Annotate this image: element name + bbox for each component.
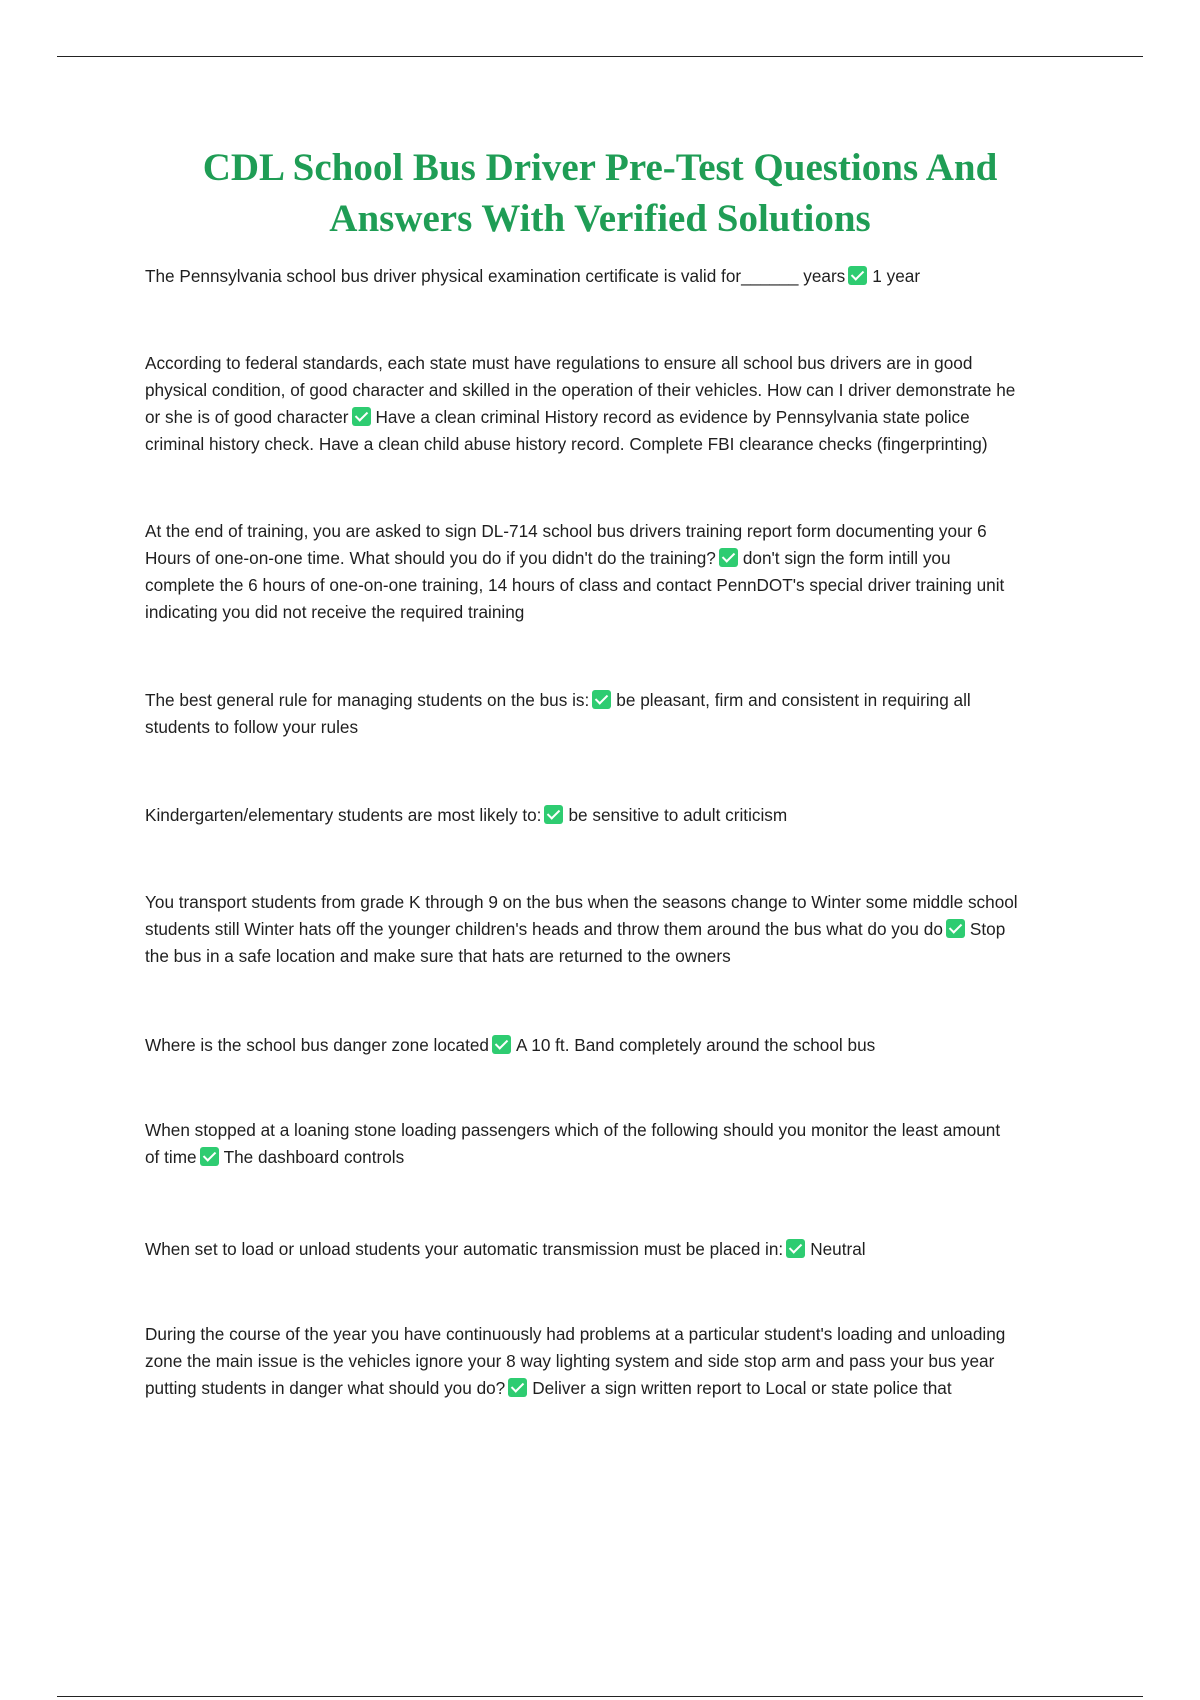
qa-line: or she is of good character Have a clean criminal History record as evidence by Pennsylvania state police: [145, 407, 970, 427]
check-box-icon: [352, 407, 371, 426]
check-box-icon: [544, 805, 563, 824]
qa-line: The Pennsylvania school bus driver physical examination certificate is valid for______ years 1 year: [145, 266, 921, 286]
check-box-icon: [786, 1239, 805, 1258]
qa-item-3: [145, 518, 1090, 626]
qa-line: putting students in danger what should you do? Deliver a sign written report to Local or state police that: [145, 1378, 952, 1398]
check-box-icon: [492, 1035, 511, 1054]
qa-item-9: [145, 1236, 1090, 1263]
qa-item-7: [145, 1032, 1090, 1059]
top-rule: [57, 56, 1143, 57]
check-box-icon: [848, 266, 867, 285]
qa-line: You transport students from grade K through 9 on the bus when the seasons change to Winter some middle school: [145, 892, 1018, 912]
qa-item-1: [145, 263, 1090, 290]
qa-line: of time The dashboard controls: [145, 1147, 405, 1167]
qa-line: When stopped at a loaning stone loading passengers which of the following should you monitor the least amount: [145, 1120, 1001, 1140]
title-line-1: CDL School Bus Driver Pre-Test Questions And: [202, 146, 998, 189]
qa-item-8: [145, 1117, 1090, 1171]
qa-line: Where is the school bus danger zone located A 10 ft. Band completely around the school bus: [145, 1035, 876, 1055]
qa-line: During the course of the year you have continuously had problems at a particular student's loading and unloading: [145, 1324, 1006, 1344]
document-title: [100, 142, 1100, 244]
qa-line: indicating you did not receive the required training: [145, 602, 525, 622]
qa-line: students still Winter hats off the younger children's heads and throw them around the bus what do you do Stop: [145, 919, 1006, 939]
qa-line: physical condition, of good character and skilled in the operation of their vehicles. How can I driver demonstrate he: [145, 380, 1016, 400]
qa-line: the bus in a safe location and make sure that hats are returned to the owners: [145, 946, 731, 966]
qa-item-10: [145, 1321, 1090, 1402]
check-box-icon: [508, 1378, 527, 1397]
qa-line: Kindergarten/elementary students are most likely to: be sensitive to adult criticism: [145, 805, 788, 825]
qa-item-5: [145, 802, 1090, 829]
bottom-rule: [57, 1696, 1143, 1697]
qa-line: At the end of training, you are asked to sign DL-714 school bus drivers training report form documenting your 6: [145, 521, 987, 541]
qa-item-6: [145, 889, 1090, 970]
qa-line: zone the main issue is the vehicles ignore your 8 way lighting system and side stop arm and pass your bus year: [145, 1351, 995, 1371]
qa-line: Hours of one-on-one time. What should you do if you didn't do the training? don't sign the form intill you: [145, 548, 951, 568]
qa-line: The best general rule for managing students on the bus is: be pleasant, firm and consistent in requiring all: [145, 690, 971, 710]
check-box-icon: [592, 690, 611, 709]
title-line-2: Answers With Verified Solutions: [329, 197, 871, 240]
check-box-icon: [200, 1147, 219, 1166]
qa-line: According to federal standards, each state must have regulations to ensure all school bus drivers are in good: [145, 353, 973, 373]
qa-line: students to follow your rules: [145, 717, 359, 737]
qa-line: When set to load or unload students your automatic transmission must be placed in: Neutral: [145, 1239, 866, 1259]
qa-line: complete the 6 hours of one-on-one training, 14 hours of class and contact PennDOT's special driver training unit: [145, 575, 1005, 595]
qa-item-4: [145, 687, 1090, 741]
qa-item-2: [145, 350, 1090, 458]
check-box-icon: [946, 919, 965, 938]
qa-line: criminal history check. Have a clean child abuse history record. Complete FBI clearance checks (fingerprinting): [145, 434, 988, 454]
check-box-icon: [719, 548, 738, 567]
